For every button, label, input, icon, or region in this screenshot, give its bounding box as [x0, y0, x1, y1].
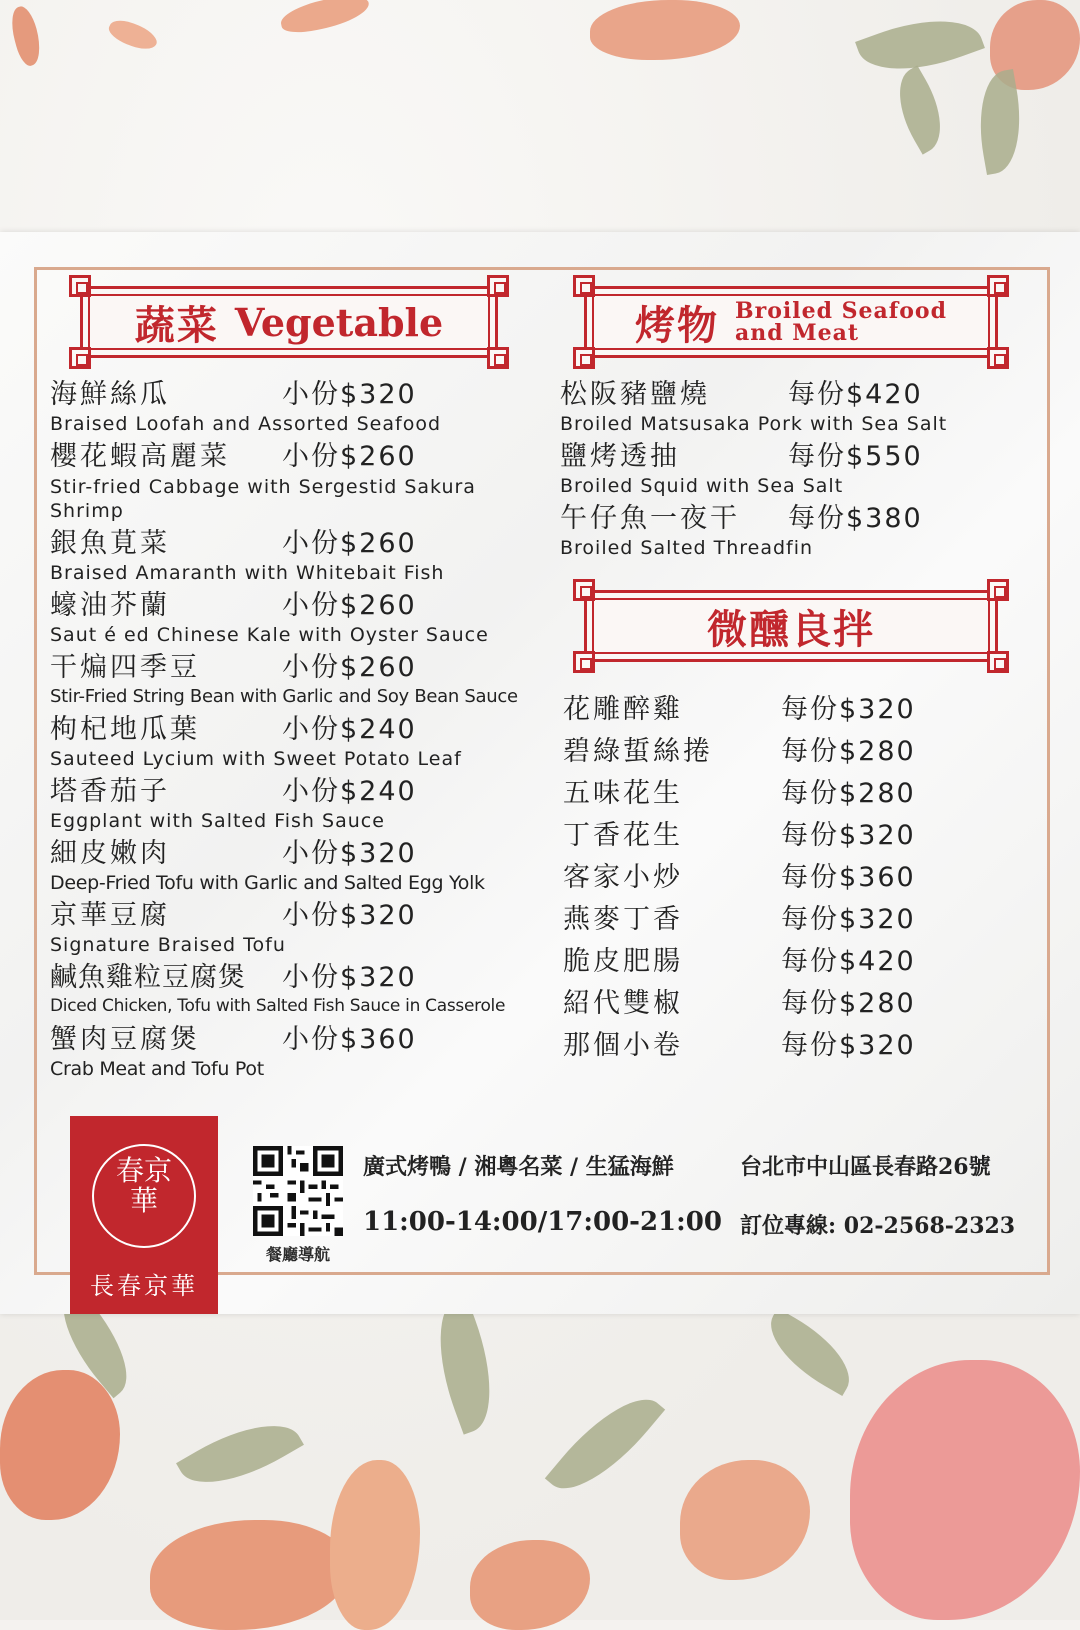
- menu-item-english: Eggplant with Salted Fish Sauce: [50, 810, 385, 832]
- menu-item-name: 五味花生: [563, 778, 683, 809]
- menu-item-english: Broiled Squid with Sea Salt: [560, 475, 844, 497]
- menu-item-price: 每份$280: [781, 988, 916, 1019]
- broiled-header-en: [735, 300, 947, 344]
- menu-item-name: 脆皮肥腸: [563, 946, 683, 977]
- menu-item: [560, 496, 923, 559]
- vegetable-header-zh: 蔬菜: [134, 301, 219, 349]
- menu-item: [563, 771, 916, 810]
- menu-item: [50, 955, 505, 1016]
- menu-item-name: 那個小卷: [563, 1030, 683, 1061]
- menu-item: [563, 939, 916, 978]
- menu-item-name: 蟹肉豆腐煲: [50, 1024, 200, 1055]
- menu-item-price: 小份$260: [282, 652, 417, 683]
- menu-item-price: 每份$320: [781, 694, 916, 725]
- menu-item-name: 蠔油芥蘭: [50, 590, 170, 621]
- menu-item: [50, 372, 441, 435]
- menu-item-english: Saut é ed Chinese Kale with Oyster Sauce: [50, 624, 489, 646]
- menu-item: [563, 855, 916, 894]
- menu-item-english: Deep-Fried Tofu with Garlic and Salted Egg Yolk: [50, 872, 485, 894]
- menu-item-english: Stir-Fried String Bean with Garlic and Soy Bean Sauce: [50, 686, 518, 707]
- menu-item: [50, 521, 444, 584]
- menu-item-name: 銀魚莧菜: [50, 528, 170, 559]
- menu-item-name: 客家小炒: [563, 862, 683, 893]
- menu-item: [563, 813, 916, 852]
- menu-item-name: 海鮮絲瓜: [50, 379, 170, 410]
- menu-item-name: 松阪豬鹽燒: [560, 379, 710, 410]
- qr-code-icon[interactable]: [253, 1146, 343, 1236]
- menu-item: [563, 729, 916, 768]
- menu-item-price: 每份$360: [781, 862, 916, 893]
- menu-item-name: 花雕醉雞: [563, 694, 683, 725]
- menu-item: [50, 583, 489, 646]
- menu-item-english: Diced Chicken, Tofu with Salted Fish Sauce in Casserole: [50, 996, 506, 1016]
- menu-item-price: 每份$320: [781, 820, 916, 851]
- broiled-header-zh: 烤物: [635, 301, 720, 349]
- menu-item-price: 每份$320: [781, 1030, 916, 1061]
- menu-item: [50, 893, 417, 956]
- menu-item-english: Crab Meat and Tofu Pot: [50, 1058, 264, 1080]
- cuisine-info: 廣式烤鴨 / 湘粵名菜 / 生猛海鮮: [363, 1154, 674, 1180]
- menu-item-price: 小份$260: [282, 590, 417, 621]
- menu-item-price: 小份$260: [282, 441, 417, 472]
- menu-item: [50, 434, 520, 523]
- menu-item-price: 每份$280: [781, 778, 916, 809]
- menu-item-english: Stir-fried Cabbage with Sergestid Sakura Shrimp: [50, 476, 476, 522]
- menu-item-price: 每份$380: [788, 503, 923, 534]
- menu-item: [50, 769, 417, 832]
- vegetable-header-en: Vegetable: [234, 299, 444, 345]
- cold-dishes-section-header: [584, 590, 998, 662]
- menu-item: [560, 434, 923, 497]
- menu-item-name: 碧綠蜇絲捲: [563, 736, 713, 767]
- menu-item-price: 小份$260: [282, 528, 417, 559]
- menu-item-name: 塔香茄子: [50, 776, 170, 807]
- menu-item-price: 小份$320: [282, 838, 417, 869]
- menu-item-name: 午仔魚一夜干: [560, 503, 740, 534]
- menu-item-name: 細皮嫩肉: [50, 838, 170, 869]
- vegetable-section-header: [80, 286, 498, 358]
- menu-item-price: 每份$420: [781, 946, 916, 977]
- menu-item: [50, 831, 485, 894]
- menu-item-price: 小份$320: [282, 962, 417, 993]
- menu-item: [50, 707, 462, 770]
- cold-dishes-header-zh: 微醺良拌: [707, 605, 875, 653]
- menu-item-english: Signature Braised Tofu: [50, 934, 286, 956]
- menu-item: [563, 687, 916, 726]
- menu-item-price: 小份$360: [282, 1024, 417, 1055]
- menu-item-name: 紹代雙椒: [563, 988, 683, 1019]
- menu-item-name: 京華豆腐: [50, 900, 170, 931]
- menu-item-name: 鹽烤透抽: [560, 441, 680, 472]
- menu-item-name: 櫻花蝦高麗菜: [50, 441, 230, 472]
- menu-item: [560, 372, 947, 435]
- menu-item: [50, 645, 518, 707]
- opening-hours: 11:00-14:00/17:00-21:00: [363, 1207, 722, 1237]
- menu-item-name: 干煸四季豆: [50, 652, 200, 683]
- broiled-header-en-line2: and Meat: [735, 320, 860, 346]
- menu-item-english: Braised Amaranth with Whitebait Fish: [50, 562, 445, 584]
- menu-item-english: Broiled Matsusaka Pork with Sea Salt: [560, 413, 948, 435]
- menu-item: [563, 1023, 916, 1062]
- menu-item: [563, 897, 916, 936]
- menu-item-price: 小份$320: [282, 900, 417, 931]
- address-info: 台北市中山區長春路26號: [740, 1154, 991, 1180]
- menu-item-price: 每份$550: [788, 441, 923, 472]
- menu-item-name: 丁香花生: [563, 820, 683, 851]
- logo-name: 長春京華: [90, 1272, 198, 1300]
- menu-item-price: 小份$240: [282, 714, 417, 745]
- menu-item-english: Sauteed Lycium with Sweet Potato Leaf: [50, 748, 462, 770]
- menu-item-name: 枸杞地瓜葉: [50, 714, 200, 745]
- menu-item-price: 每份$320: [781, 904, 916, 935]
- menu-item-price: 小份$240: [282, 776, 417, 807]
- restaurant-logo: [70, 1116, 218, 1314]
- logo-mark: 春京華: [115, 1154, 172, 1217]
- menu-item-name: 鹹魚雞粒豆腐煲: [50, 962, 246, 993]
- broiled-section-header: [584, 286, 998, 358]
- menu-item-english: Broiled Salted Threadfin: [560, 537, 814, 559]
- menu-item-english: Braised Loofah and Assorted Seafood: [50, 413, 442, 435]
- menu-item: [50, 1017, 417, 1080]
- broiled-header-en-line1: Broiled Seafood: [735, 298, 947, 324]
- menu-item-price: 每份$280: [781, 736, 916, 767]
- qr-caption: 餐廳導航: [265, 1245, 330, 1264]
- menu-item-price: 每份$420: [788, 379, 923, 410]
- menu-item-price: 小份$320: [282, 379, 417, 410]
- menu-item-name: 燕麥丁香: [563, 904, 683, 935]
- reservation-phone: 訂位專線: 02-2568-2323: [740, 1213, 1016, 1239]
- menu-item: [563, 981, 916, 1020]
